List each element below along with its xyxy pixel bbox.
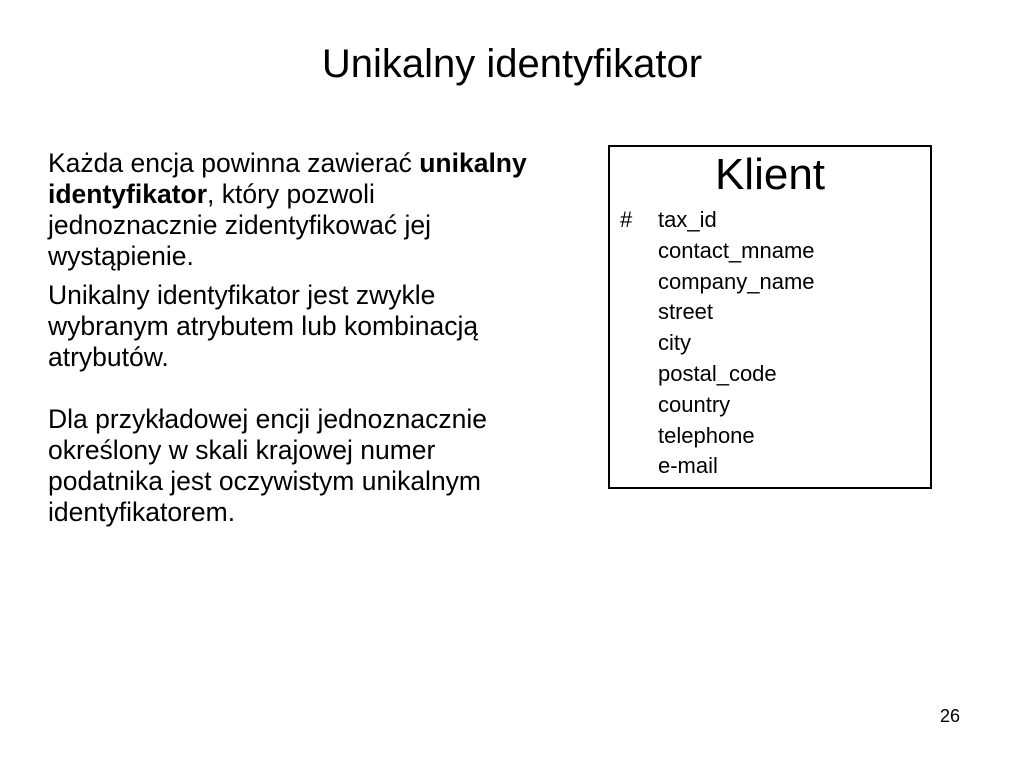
- attribute-item: [610, 451, 930, 482]
- attribute-label: e-mail: [658, 453, 718, 479]
- paragraph-3: Dla przykładowej encji jednoznacznie określony w skali krajowej numer podatnika jest oczywistym unikalnym identyfikatorem.: [48, 404, 487, 527]
- attribute-label: postal_code: [658, 360, 777, 386]
- attribute-label: tax_id: [658, 207, 717, 232]
- entity-name: Klient: [714, 150, 826, 199]
- attribute-item: [610, 205, 930, 236]
- body-text: [48, 148, 548, 528]
- attribute-label: telephone: [658, 422, 755, 448]
- attribute-label: street: [658, 299, 714, 325]
- attribute-item: [610, 236, 930, 267]
- paragraph-1-end: , który pozwoli jednoznacznie zidentyfikować jej wystąpienie.: [48, 179, 431, 271]
- attribute-list: [610, 205, 930, 482]
- slide-title: Unikalny identyfikator: [321, 42, 703, 86]
- paragraph-1: [48, 148, 548, 272]
- attribute-label: company_name: [658, 268, 815, 294]
- entity-box: [608, 145, 932, 489]
- attribute-item: [610, 328, 930, 359]
- attribute-item: [610, 421, 930, 452]
- paragraph-1-start: Każda encja powinna zawierać: [48, 148, 420, 178]
- attribute-label: city: [658, 330, 691, 356]
- attribute-label: contact_mname: [658, 237, 815, 263]
- attribute-item: [610, 390, 930, 421]
- attribute-item: [610, 297, 930, 328]
- attribute-item: [610, 359, 930, 390]
- attribute-item: [610, 267, 930, 298]
- page-number: 26: [939, 706, 961, 726]
- paragraph-2: Unikalny identyfikator jest zwykle wybranym atrybutem lub kombinacją atrybutów.: [48, 280, 479, 372]
- identifier-marker: #: [620, 207, 633, 232]
- attribute-label: country: [658, 391, 731, 417]
- paragraph-1-bold: unikalny identyfikator: [48, 148, 527, 209]
